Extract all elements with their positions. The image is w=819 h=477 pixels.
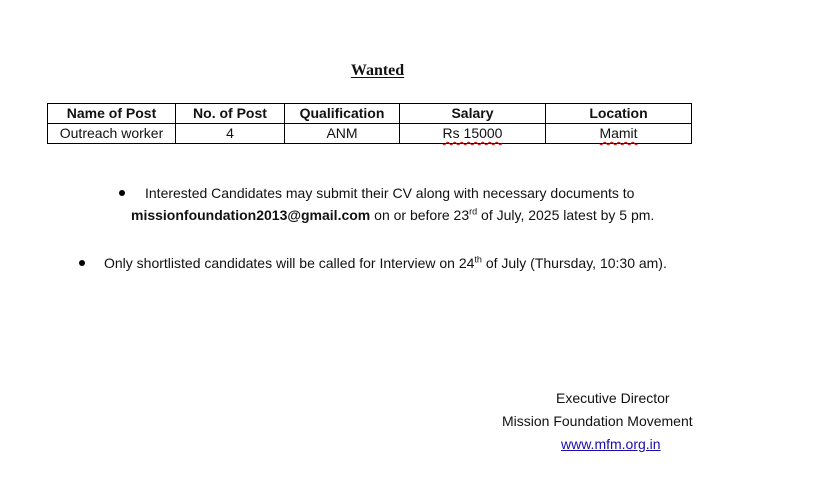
website-link[interactable]: www.mfm.org.in — [561, 436, 661, 452]
cell-salary — [400, 124, 546, 144]
header-salary: Salary — [400, 104, 546, 124]
page-title: Wanted — [350, 62, 405, 79]
header-no-of-post: No. of Post — [176, 104, 285, 124]
contact-email: missionfoundation2013@gmail.com — [131, 207, 371, 223]
vacancy-table — [47, 103, 692, 144]
bullet1-text-part2: on or before 23 — [370, 207, 470, 223]
bullet1-sup: rd — [469, 206, 478, 217]
bullet2-text-part1: Only shortlisted candidates will be called for Interview on 24 — [104, 255, 475, 271]
cell-location — [546, 124, 692, 144]
table-row — [48, 124, 692, 144]
signatory-role: Executive Director — [556, 390, 670, 406]
header-name-of-post: Name of Post — [48, 104, 176, 124]
cell-post-count: 4 — [176, 124, 285, 144]
bullet-icon — [119, 190, 125, 196]
bullet2-text-part2: of July (Thursday, 10:30 am). — [481, 255, 667, 271]
organization-name: Mission Foundation Movement — [502, 413, 693, 429]
table-header-row — [48, 104, 692, 124]
bullet1-text-part3: of July, 2025 latest by 5 pm. — [477, 207, 655, 223]
header-location: Location — [546, 104, 692, 124]
bullet1-text-part1: Interested Candidates may submit their CV along with necessary documents to — [145, 185, 635, 201]
cell-post-name: Outreach worker — [48, 124, 176, 144]
cell-qualification: ANM — [285, 124, 400, 144]
bullet-line-2 — [104, 253, 667, 274]
location-value: Mamit — [599, 125, 638, 141]
header-qualification: Qualification — [285, 104, 400, 124]
salary-value: Rs 15000 — [442, 125, 503, 141]
bullet-line-1b — [131, 205, 654, 226]
bullet-line-1 — [145, 183, 685, 204]
bullet-icon — [79, 260, 85, 266]
bullet2-sup: th — [474, 254, 482, 265]
